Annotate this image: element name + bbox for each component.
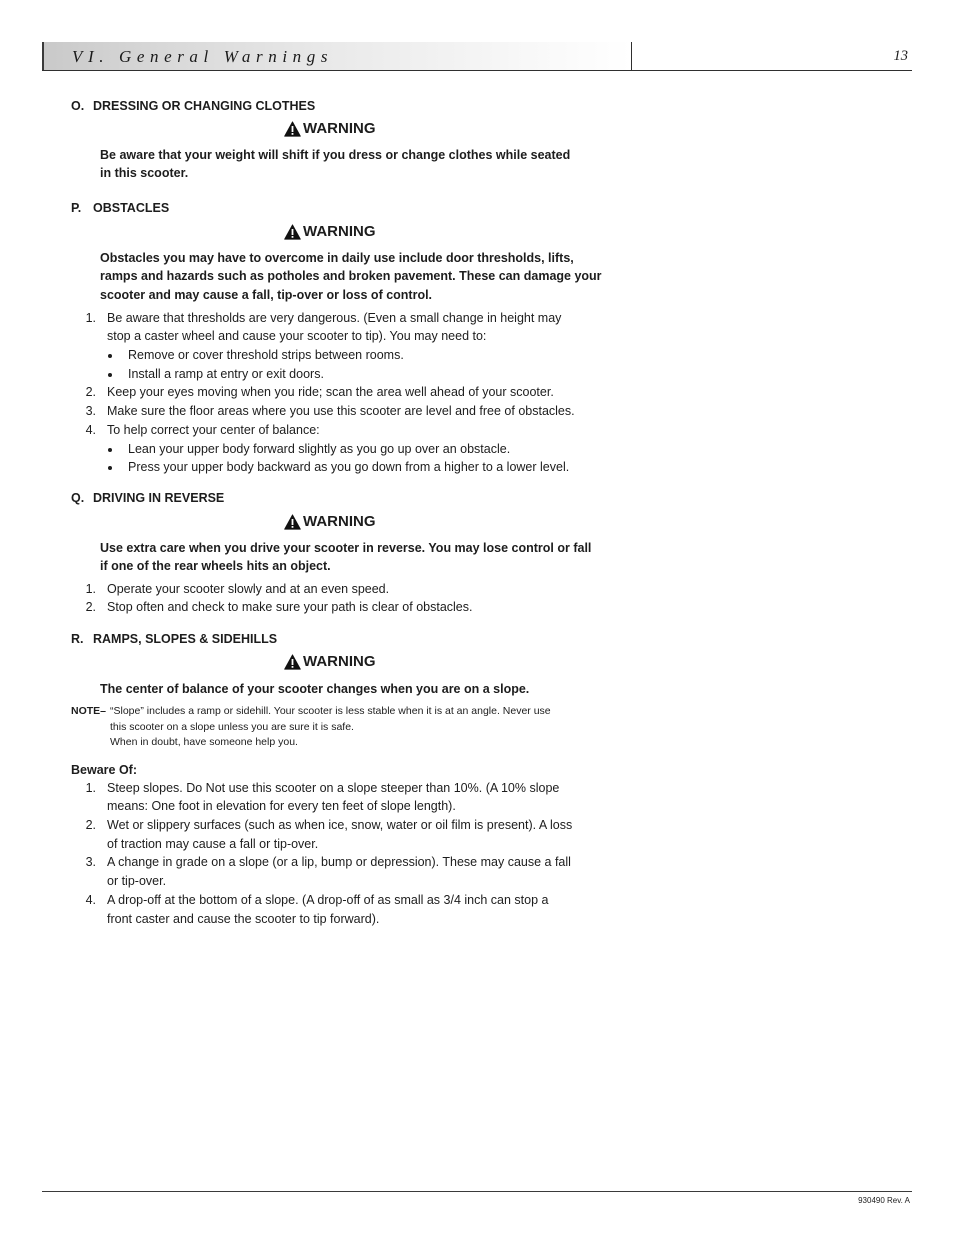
bullet-item: [107, 365, 631, 384]
warning-triangle-icon: [284, 224, 301, 240]
list-item: [71, 383, 631, 402]
bullet-icon: [108, 466, 112, 470]
section-r-heading: [71, 630, 591, 649]
warning-triangle-icon: [284, 514, 301, 530]
section-q-list: [71, 580, 631, 617]
section-o-letter: O.: [71, 98, 85, 113]
section-p-warning-label: [284, 223, 376, 241]
list-item: [71, 421, 631, 477]
list-item: [71, 779, 631, 816]
list-item-number: 4.: [85, 892, 96, 907]
bullet-text: Press your upper body backward as you go down from a higher to a lower level.: [128, 460, 570, 475]
list-item: [71, 816, 631, 853]
bullet-text: Install a ramp at entry or exit doors.: [128, 366, 324, 381]
section-r-letter: R.: [71, 631, 84, 646]
list-item-text: A drop-off at the bottom of a slope. (A drop-off of as small as 3/4 inch can stop a front caster and cause the scooter to tip forward).: [107, 892, 549, 926]
list-item-text: Steep slopes. Do Not use this scooter on a slope steeper than 10%. (A 10% slope means: One foot in elevation for every ten feet of slope length).: [107, 780, 560, 814]
list-item-number: 3.: [85, 404, 96, 419]
section-q-letter: Q.: [71, 490, 85, 505]
header-rule: [42, 70, 912, 71]
document-revision-code: 930490 Rev. A: [858, 1196, 910, 1205]
note-text: “Slope” includes a ramp or sidehill. Your scooter is less stable when it is at an angle. Never use this scooter on a slope unless you are sure it is safe. When in doubt, have someone help you.: [110, 705, 551, 749]
section-r-list: [71, 779, 631, 929]
list-item: [71, 580, 631, 599]
section-o-warning-label: [284, 120, 376, 138]
bullet-item: [107, 440, 631, 459]
section-p-letter: P.: [71, 200, 82, 215]
list-item: [71, 598, 631, 617]
page-number: 13: [893, 48, 908, 64]
list-item-text: Make sure the floor areas where you use this scooter are level and free of obstacles.: [107, 404, 575, 419]
list-item-text: Stop often and check to make sure your path is clear of obstacles.: [107, 600, 473, 615]
section-p-title: OBSTACLES: [93, 200, 170, 215]
list-item-number: 1.: [85, 310, 96, 325]
bullet-item: [107, 458, 631, 477]
list-item-number: 3.: [85, 855, 96, 870]
list-item-number: 4.: [85, 422, 96, 437]
beware-heading: Beware Of:: [71, 762, 137, 777]
section-o-heading: [71, 97, 591, 116]
list-item-number: 1.: [85, 581, 96, 596]
section-r-warning-text: The center of balance of your scooter changes when you are on a slope.: [100, 681, 530, 696]
list-item: [71, 891, 631, 928]
footer-rule: [42, 1191, 912, 1192]
section-q-title: DRIVING IN REVERSE: [93, 490, 225, 505]
list-item-text: Wet or slippery surfaces (such as when ice, snow, water or oil film is present). A loss of traction may cause a fall or tip-over.: [107, 818, 573, 851]
warning-word: WARNING: [303, 120, 376, 137]
section-r-title: RAMPS, SLOPES & SIDEHILLS: [93, 631, 278, 646]
list-item-text: Keep your eyes moving when you ride; scan the area well ahead of your scooter.: [107, 385, 554, 400]
section-q-warning-text: Use extra care when you drive your scooter in reverse. You may lose control or fall if one of the rear wheels hits an object.: [100, 540, 592, 574]
bullet-icon: [108, 373, 112, 377]
warning-word: WARNING: [303, 513, 376, 530]
section-p-warning-text: Obstacles you may have to overcome in daily use include door thresholds, lifts, ramps and hazards such as potholes and broken pavement. These can damage your scooter and may cause a fall, tip-over or loss of control.: [100, 250, 602, 303]
list-item: [71, 309, 631, 384]
list-item-text: To help correct your center of balance:: [107, 422, 320, 437]
bullet-text: Lean your upper body forward slightly as you go up over an obstacle.: [128, 441, 511, 456]
bullet-icon: [108, 354, 112, 358]
warning-triangle-icon: [284, 121, 301, 137]
list-item-text: Operate your scooter slowly and at an even speed.: [107, 581, 390, 596]
section-o-title: DRESSING OR CHANGING CLOTHES: [93, 98, 316, 113]
bullet-icon: [108, 448, 112, 452]
list-item-number: 1.: [85, 780, 96, 795]
section-q-heading: [71, 489, 591, 508]
list-item-number: 2.: [85, 818, 96, 833]
warning-triangle-icon: [284, 654, 301, 670]
warning-word: WARNING: [303, 653, 376, 670]
bullet-item: [107, 346, 631, 365]
chapter-title: VI. General Warnings: [72, 47, 334, 66]
section-q-warning-label: [284, 513, 376, 531]
note-label: NOTE–: [71, 705, 107, 718]
list-item-number: 2.: [85, 385, 96, 400]
warning-word: WARNING: [303, 223, 376, 240]
bullet-text: Remove or cover threshold strips between rooms.: [128, 348, 404, 363]
section-p-list: [71, 309, 631, 477]
header-divider: [631, 42, 632, 70]
list-item-number: 2.: [85, 600, 96, 615]
list-item-text: A change in grade on a slope (or a lip, bump or depression). These may cause a fall or tip-over.: [107, 855, 571, 889]
list-item: [71, 853, 631, 890]
section-r-warning-label: [284, 653, 376, 671]
list-item-text: Be aware that thresholds are very dangerous. (Even a small change in height may stop a caster wheel and cause your scooter to tip). You may need to:: [107, 310, 562, 344]
list-item: [71, 402, 631, 421]
section-p-heading: [71, 199, 591, 218]
section-o-warning-text: Be aware that your weight will shift if you dress or change clothes while seated in this scooter.: [100, 147, 571, 181]
